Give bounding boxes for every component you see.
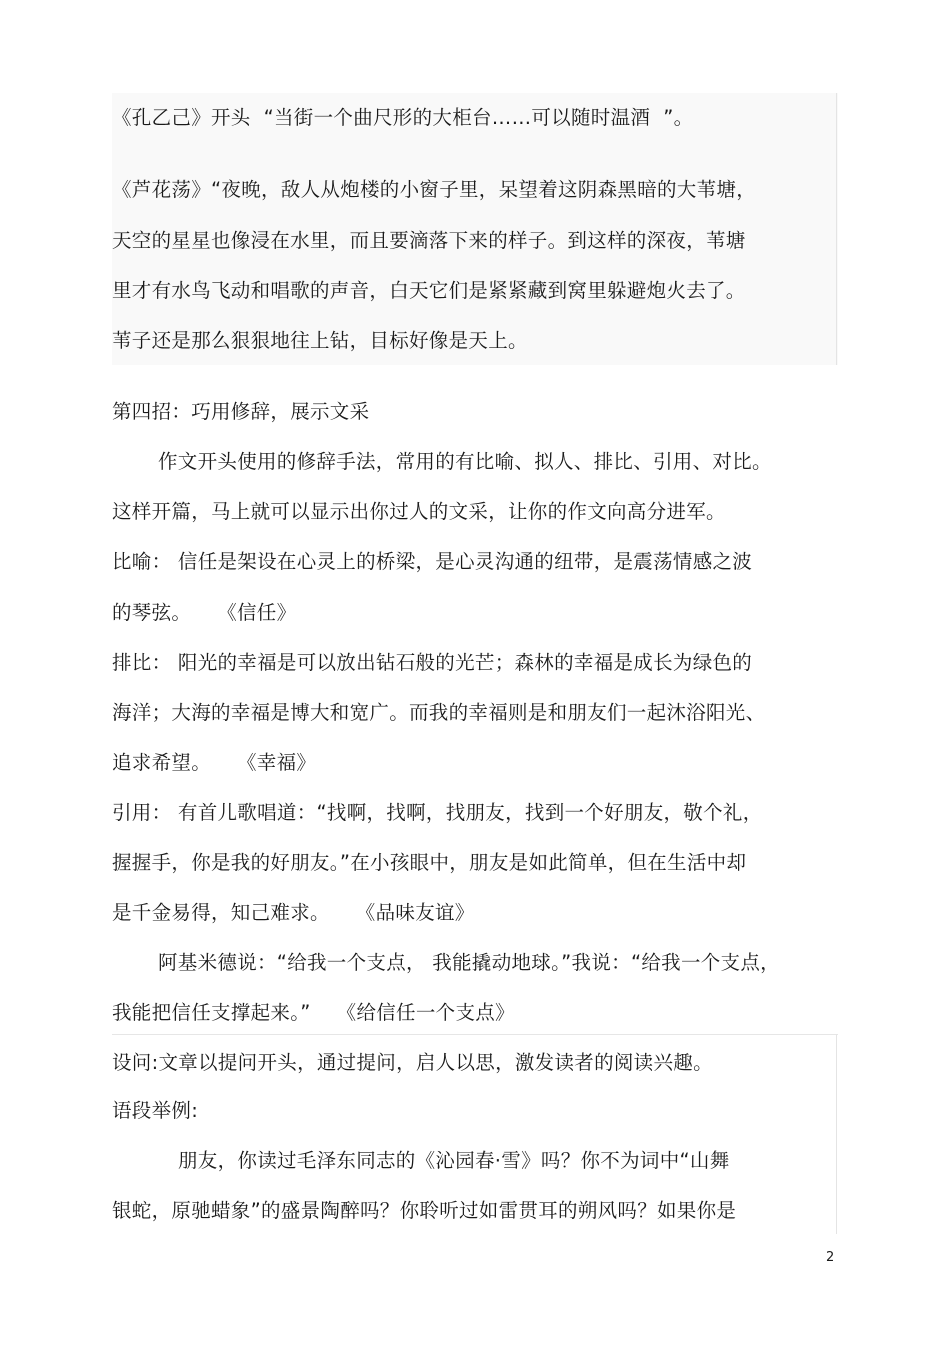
text-line: 引用： 有首儿歌唱道：“找啊，找啊，找朋友，找到一个好朋友，敬个礼， — [112, 801, 763, 824]
text-line: 语段举例: — [112, 1099, 199, 1122]
text-line: 苇子还是那么狠狠地往上钻，目标好像是天上。 — [112, 329, 528, 352]
text-line: 《孔乙己》开头 “当街一个曲尺形的大柜台……可以随时温酒 ”。 — [112, 106, 694, 129]
text-line: 朋友，你读过毛泽东同志的《沁园春·雪》吗？你不为词中“山舞 — [178, 1149, 730, 1172]
text-line: 是千金易得，知己难求。 《品味友谊》 — [112, 901, 475, 924]
text-line: 握握手，你是我的好朋友。”在小孩眼中，朋友是如此简单，但在生活中却 — [112, 851, 747, 874]
text-line: 比喻： 信任是架设在心灵上的桥梁，是心灵沟通的纽带，是震荡情感之波 — [112, 550, 753, 573]
text-line: 追求希望。 《幸福》 — [112, 751, 317, 774]
text-line: 我能把信任支撑起来。” 《给信任一个支点》 — [112, 1001, 515, 1024]
column-rule — [836, 93, 837, 365]
page-number: 2 — [826, 1250, 835, 1265]
text-line: 天空的星星也像浸在水里，而且要滴落下来的样子。到这样的深夜，苇塘 — [112, 229, 746, 252]
text-line: 里才有水鸟飞动和唱歌的声音，白天它们是紧紧藏到窝里躲避炮火去了。 — [112, 279, 746, 302]
text-line: 设问:文章以提问开头，通过提问，启人以思，激发读者的阅读兴趣。 — [112, 1051, 713, 1074]
text-line: 海洋；大海的幸福是博大和宽广。而我的幸福则是和朋友们一起沐浴阳光、 — [112, 701, 766, 724]
text-line: 的琴弦。 《信任》 — [112, 601, 297, 624]
column-rule-lower — [836, 1034, 837, 1234]
text-line: 《芦花荡》“夜晚，敌人从炮楼的小窗子里，呆望着这阴森黑暗的大苇塘， — [112, 178, 757, 201]
text-line: 排比： 阳光的幸福是可以放出钻石般的光芒；森林的幸福是成长为绿色的 — [112, 651, 753, 674]
text-line: 阿基米德说：“给我一个支点， 我能撬动地球。”我说：“给我一个支点， — [158, 951, 780, 974]
text-line: 这样开篇，马上就可以显示出你过人的文采，让你的作文向高分进军。 — [112, 500, 726, 523]
section-divider — [112, 1034, 838, 1035]
text-line: 银蛇，原驰蜡象”的盛景陶醉吗？你聆听过如雷贯耳的朔风吗？如果你是 — [112, 1199, 737, 1222]
section-heading: 第四招：巧用修辞，展示文采 — [112, 400, 370, 423]
text-line: 作文开头使用的修辞手法，常用的有比喻、拟人、排比、引用、对比。 — [158, 450, 772, 473]
